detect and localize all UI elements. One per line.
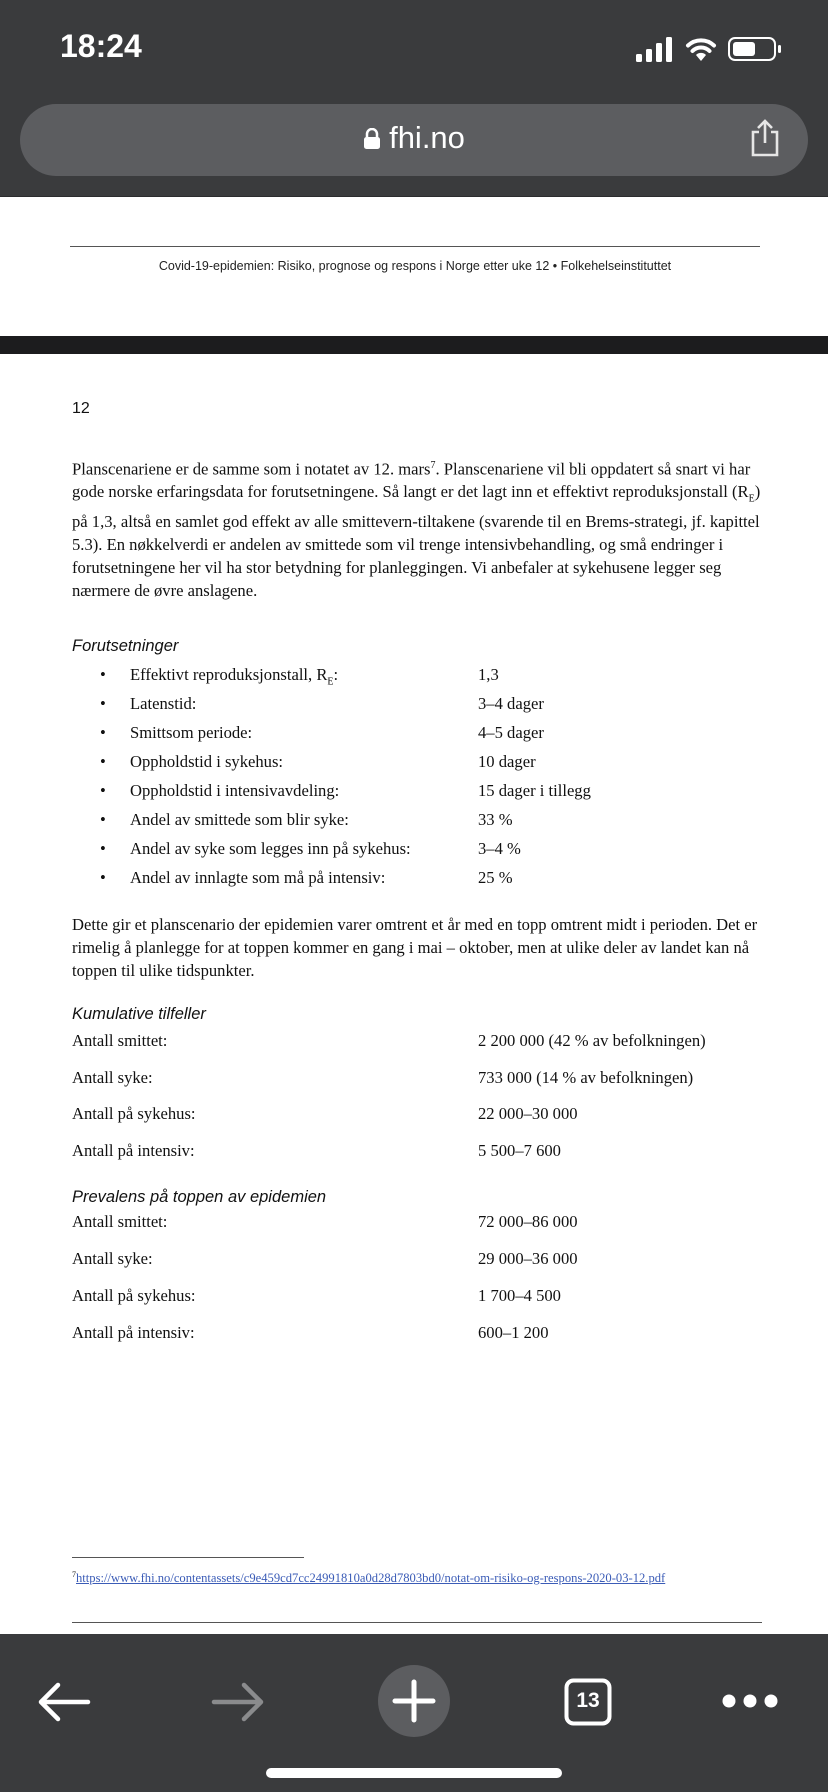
footnote-ref[interactable]: 7 <box>430 460 436 471</box>
assumption-label: Andel av innlagte som må på intensiv: <box>130 868 386 887</box>
back-arrow-icon[interactable] <box>36 1680 92 1724</box>
assumption-value: 25 % <box>478 868 513 887</box>
status-icons <box>634 34 794 64</box>
cumulative-heading: Kumulative tilfeller <box>72 1005 206 1023</box>
assumption-value: 4–5 dager <box>478 723 544 742</box>
bullet: • <box>100 723 106 742</box>
row-value: 72 000–86 000 <box>478 1212 578 1231</box>
bullet: • <box>100 752 106 771</box>
row-label: Antall smittet: <box>72 1212 168 1231</box>
assumption-label: Oppholdstid i intensivavdeling: <box>130 781 340 800</box>
forward-arrow-icon[interactable] <box>210 1680 266 1724</box>
row-value: 5 500–7 600 <box>478 1140 561 1160</box>
assumption-row <box>100 868 760 892</box>
assumption-label: Andel av syke som legges inn på sykehus: <box>130 839 411 858</box>
more-options-icon[interactable] <box>722 1694 778 1708</box>
bullet: • <box>100 868 106 887</box>
footnote-rule <box>72 1557 304 1558</box>
footer-rule <box>70 246 760 247</box>
status-bar <box>0 0 828 100</box>
assumption-value: 3–4 dager <box>478 694 544 713</box>
bullet: • <box>100 839 106 858</box>
previous-page-bottom <box>0 197 828 336</box>
assumption-row <box>100 781 760 805</box>
footnote: $^7$https://www.fhi.no/contentassets/c9e459cd7cc24991810a0d28d7803bd0/notat-om-risiko-og-respons-2020-03-12.pdf <box>72 1570 666 1586</box>
address-bar[interactable] <box>20 104 808 176</box>
assumption-value: 15 dager i tillegg <box>478 781 591 800</box>
bullet: • <box>100 665 106 684</box>
lock-icon <box>363 128 381 150</box>
scenario-paragraph: Dette gir et planscenario der epidemien varer omtrent et år med en topp omtrent midt i perioden. Det er rimelig å planlegge for at toppen kommer en gang i mai – oktober, men at ulike deler av landet kan nå toppen til ulike tidspunkter. <box>72 915 758 980</box>
tab-count: 13 <box>576 1689 600 1712</box>
footnote-link[interactable]: https://www.fhi.no/contentassets/c9e459cd7cc24991810a0d28d7803bd0/notat-om-risiko-og-respons-2020-03-12.pdf <box>76 1571 666 1586</box>
assumption-row <box>100 723 760 747</box>
row-value: 2 200 000 (42 % av befolkningen) <box>478 1031 706 1050</box>
row-value: 600–1 200 <box>478 1323 549 1342</box>
battery-icon <box>729 38 781 60</box>
page-number: 12 <box>72 400 90 417</box>
page-separator <box>0 336 828 354</box>
intro-paragraph: Planscenariene er de samme som i notatet av 12. mars$^7$. Planscenariene vil bli oppdatert så snart vi har gode norske erfaringsdata for forutsetningene. Så langt er det lagt inn et effektivt reproduksjonstall $(R_E)$ på 1,3, altså en samlet god effekt av alle smittevern-tiltakene (svarende til en Brems-strategi, jf. kapittel 5.3). En nøkkelverdi er andelen av smittede som vil trenge intensivbehandling, og små endringer i forutsetningene her vil ha stor betydning for planleggingen. Vi anbefaler at sykehusene legger seg nærmere de øvre anslagene. <box>72 459 761 600</box>
row-label: Antall på sykehus: <box>72 1104 196 1123</box>
assumption-row <box>100 839 760 863</box>
row-label: Antall smittet: <box>72 1031 168 1050</box>
prevalence-heading: Prevalens på toppen av epidemien <box>72 1188 327 1206</box>
assumption-row <box>100 694 760 718</box>
assumption-label: Effektivt reproduksjonstall, $R_E$: <box>130 665 339 688</box>
assumption-row <box>100 810 760 834</box>
tabs-button[interactable] <box>564 1678 612 1726</box>
bullet: • <box>100 694 106 713</box>
bullet: • <box>100 781 106 800</box>
assumption-row <box>100 752 760 776</box>
bullet: • <box>100 810 106 829</box>
page-bottom-rule <box>72 1622 762 1623</box>
status-time: 18:24 <box>60 28 142 64</box>
row-label: Antall på intensiv: <box>72 1140 195 1160</box>
assumption-value: 3–4 % <box>478 839 521 858</box>
assumption-row <box>100 665 760 689</box>
assumption-label: Andel av smittede som blir syke: <box>130 810 349 829</box>
new-tab-button[interactable] <box>377 1664 451 1738</box>
running-footer: Covid-19-epidemien: Risiko, prognose og respons i Norge etter uke 12 • Folkehelseinstituttet <box>158 259 672 273</box>
assumption-value: 33 % <box>478 810 513 829</box>
row-value: 29 000–36 000 <box>478 1249 578 1268</box>
document-page <box>0 354 828 1634</box>
share-icon[interactable] <box>748 118 782 158</box>
row-label: Antall syke: <box>72 1249 153 1268</box>
row-value: 733 000 (14 % av befolkningen) <box>478 1067 694 1087</box>
url-text[interactable]: fhi.no <box>389 120 465 155</box>
assumption-label: Oppholdstid i sykehus: <box>130 752 284 771</box>
assumption-label: Smittsom periode: <box>130 723 253 742</box>
row-label: Antall på sykehus: <box>72 1286 196 1305</box>
row-value: 22 000–30 000 <box>478 1104 578 1123</box>
row-label: Antall syke: <box>72 1067 153 1087</box>
assumption-value: 1,3 <box>478 665 499 684</box>
row-value: 1 700–4 500 <box>478 1286 561 1305</box>
row-label: Antall på intensiv: <box>72 1323 195 1342</box>
assumptions-heading: Forutsetninger <box>72 637 179 655</box>
assumption-label: Latenstid: <box>130 694 197 713</box>
assumption-value: 10 dager <box>478 752 536 771</box>
signal-icon <box>636 37 672 62</box>
home-indicator[interactable] <box>266 1768 562 1778</box>
wifi-icon <box>688 40 714 61</box>
